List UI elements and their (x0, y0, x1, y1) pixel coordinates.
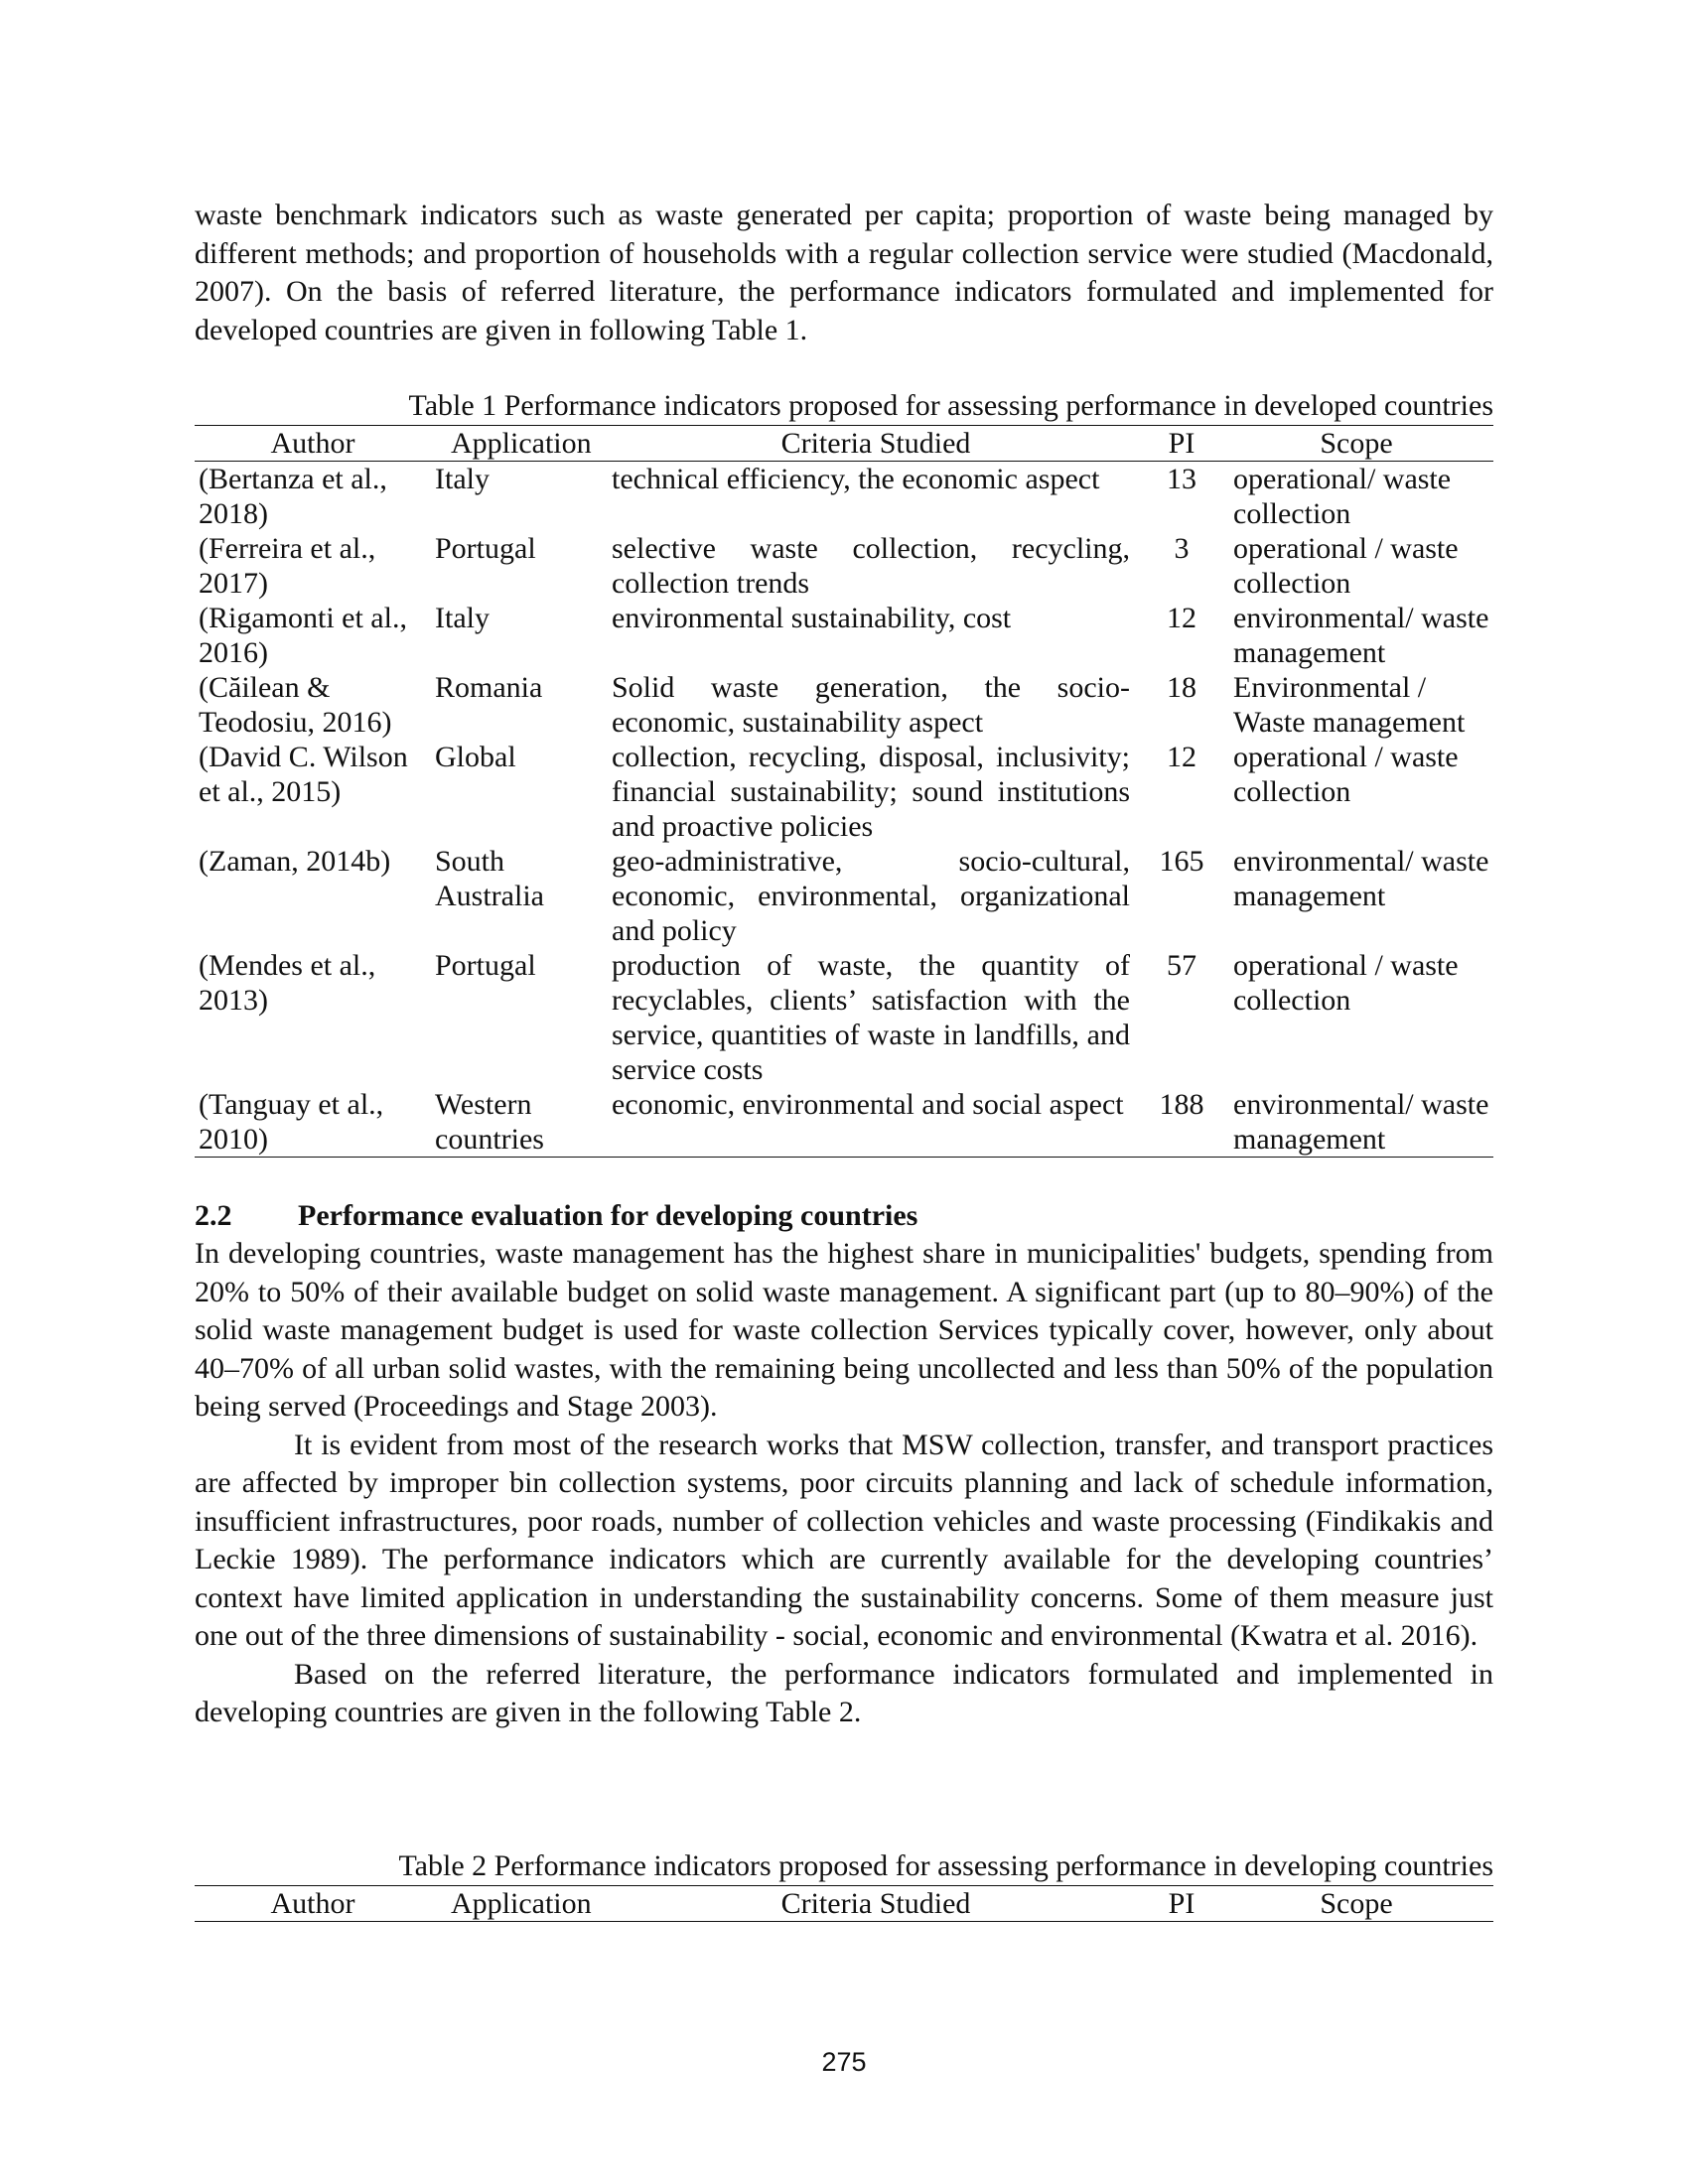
cell-application: Portugal (435, 532, 536, 565)
table-row (195, 670, 1493, 740)
table2-caption: Table 2 Performance indicators proposed for assessing performance in developing countries (398, 1848, 1493, 1882)
cell-scope: Environmental / Waste management (1233, 671, 1466, 739)
intro-paragraph: waste benchmark indicators such as waste generated per capita; proportion of waste being managed by different methods; and proportion of households with a regular collection service were studied (Macdonald, 2007). On the basis of referred literature, the performance indicators formulated and implemented for developed countries are given in following Table 1. (195, 199, 1493, 346)
cell-criteria: Solid waste generation, the socio-economic, sustainability aspect (612, 671, 1130, 739)
table1-header-scope: Scope (1219, 426, 1493, 462)
cell-criteria: selective waste collection, recycling, collection trends (612, 532, 1130, 600)
table1-header-application: Application (431, 426, 608, 462)
cell-author: (David C. Wilson et al., 2015) (199, 741, 408, 808)
table1-caption: Table 1 Performance indicators proposed for assessing performance in developed countries (408, 389, 1493, 422)
table1-header-row (195, 426, 1493, 462)
cell-pi: 57 (1167, 949, 1196, 982)
cell-scope: operational / waste collection (1233, 949, 1459, 1017)
section-heading (195, 1197, 1493, 1235)
cell-criteria: technical efficiency, the economic aspect (612, 463, 1100, 495)
cell-scope: operational/ waste collection (1233, 463, 1452, 530)
cell-criteria: environmental sustainability, cost (612, 602, 1012, 634)
section-title: Performance evaluation for developing countries (298, 1199, 918, 1232)
cell-criteria: collection, recycling, disposal, inclusivity; financial sustainability; sound institutions and proactive policies (612, 741, 1130, 843)
table-row (195, 531, 1493, 601)
cell-criteria: geo-administrative, socio-cultural, economic, environmental, organizational and policy (612, 845, 1130, 947)
section-paragraph: It is evident from most of the research works that MSW collection, transfer, and transport practices are affected by improper bin collection systems, poor circuits planning and lack of schedule information, insufficient infrastructures, poor roads, number of collection vehicles and waste processing (Findikakis and Leckie 1989). The performance indicators which are currently available for the developing countries’ context have limited application in understanding the sustainability concerns. Some of them measure just one out of the three dimensions of sustainability - social, economic and environmental (Kwatra et al. 2016). (195, 1428, 1493, 1652)
page-number: 275 (821, 2047, 867, 2077)
cell-pi: 3 (1174, 532, 1190, 565)
table2-header-criteria: Criteria Studied (608, 1885, 1144, 1921)
cell-pi: 12 (1167, 741, 1196, 773)
table1-header-pi: PI (1144, 426, 1219, 462)
cell-pi: 188 (1159, 1088, 1204, 1121)
cell-application: Italy (435, 463, 490, 495)
cell-scope: operational / waste collection (1233, 741, 1459, 808)
table2-header-author: Author (195, 1885, 431, 1921)
cell-pi: 12 (1167, 602, 1196, 634)
cell-application: Portugal (435, 949, 536, 982)
cell-pi: 165 (1159, 845, 1204, 878)
table1-header-author: Author (195, 426, 431, 462)
section-paragraph: Based on the referred literature, the performance indicators formulated and implemented in developing countries are given in the following Table 2. (195, 1657, 1493, 1728)
cell-scope: operational / waste collection (1233, 532, 1459, 600)
cell-application: Western countries (435, 1088, 544, 1156)
table2 (195, 1885, 1493, 1922)
table2-header-scope: Scope (1219, 1885, 1493, 1921)
table1-header-criteria: Criteria Studied (608, 426, 1144, 462)
cell-application: Romania (435, 671, 543, 704)
cell-author: (Tanguay et al., 2010) (199, 1088, 384, 1156)
table1 (195, 425, 1493, 1158)
table2-header-row (195, 1885, 1493, 1921)
cell-scope: environmental/ waste management (1233, 845, 1489, 912)
section-paragraph: In developing countries, waste management has the highest share in municipalities' budgets, spending from 20% to 50% of their available budget on solid waste management. A significant part (up to 80–90%) of the solid waste management budget is used for waste collection Services typically cover, however, only about 40–70% of all urban solid wastes, with the remaining being uncollected and less than 50% of the population being served (Proceedings and Stage 2003). (195, 1237, 1493, 1423)
cell-author: (Zaman, 2014b) (199, 845, 391, 878)
table-row (195, 740, 1493, 844)
table-row (195, 948, 1493, 1087)
cell-author: (Bertanza et al., 2018) (199, 463, 387, 530)
cell-application: Italy (435, 602, 490, 634)
cell-application: Global (435, 741, 516, 773)
table-row (195, 462, 1493, 532)
cell-author: (Rigamonti et al., 2016) (199, 602, 407, 669)
table2-header-application: Application (431, 1885, 608, 1921)
table-row (195, 844, 1493, 948)
cell-author: (Ferreira et al., 2017) (199, 532, 376, 600)
cell-pi: 18 (1167, 671, 1196, 704)
page-content (195, 197, 1493, 1922)
cell-application: South Australia (435, 845, 544, 912)
cell-scope: environmental/ waste management (1233, 602, 1489, 669)
table-row (195, 1087, 1493, 1158)
table2-header-pi: PI (1144, 1885, 1219, 1921)
cell-criteria: economic, environmental and social aspect (612, 1088, 1124, 1121)
cell-author: (Mendes et al., 2013) (199, 949, 376, 1017)
table-row (195, 601, 1493, 670)
cell-pi: 13 (1167, 463, 1196, 495)
section-number: 2.2 (195, 1199, 232, 1232)
cell-criteria: production of waste, the quantity of recyclables, clients’ satisfaction with the service, quantities of waste in landfills, and service costs (612, 949, 1130, 1086)
cell-author: (Căilean & Teodosiu, 2016) (199, 671, 392, 739)
cell-scope: environmental/ waste management (1233, 1088, 1489, 1156)
